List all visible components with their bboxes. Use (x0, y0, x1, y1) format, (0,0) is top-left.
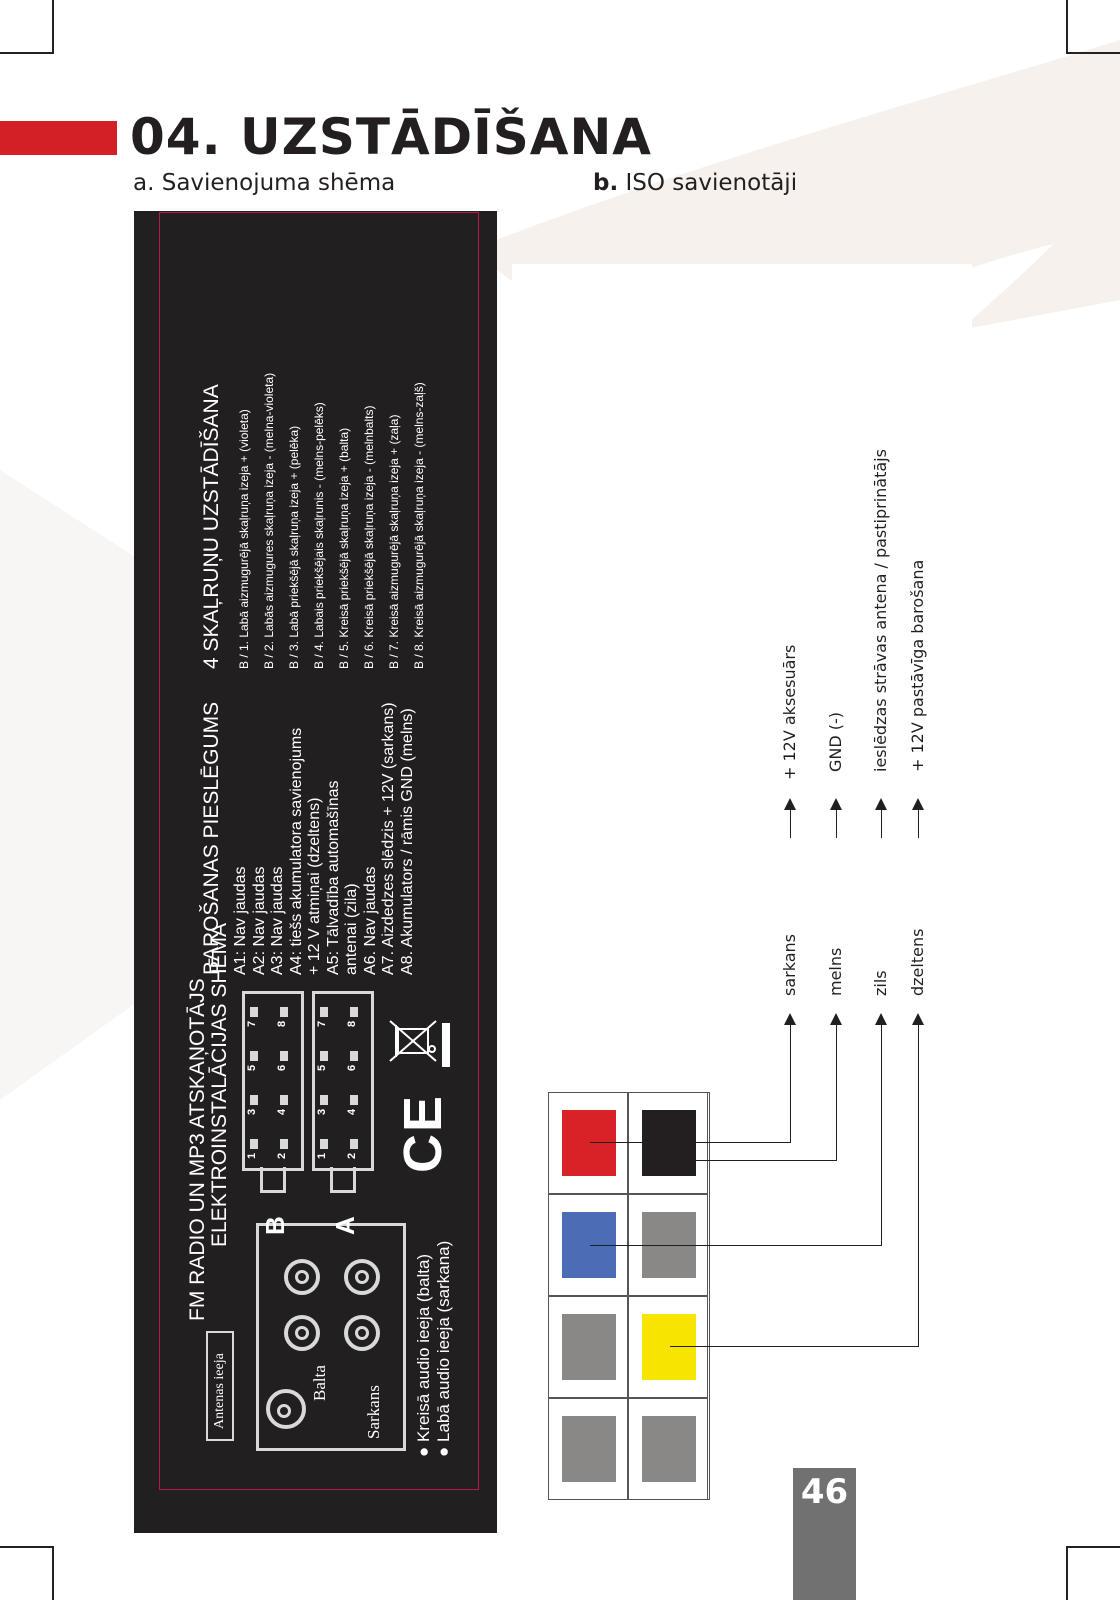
arrow-shaft (836, 808, 837, 838)
pin-label: 1 (246, 1152, 258, 1159)
ce-mark: CE (393, 1093, 453, 1173)
crop-mark (0, 1546, 54, 1548)
arrow-up-icon (830, 798, 842, 810)
rca-white-jack-icon (284, 1315, 320, 1351)
pin-label: 4 (346, 1108, 358, 1115)
power-item: antenai (zila) (343, 883, 360, 975)
pin-grey-swatch (562, 1314, 616, 1380)
wire-function-label: + 12V aksesuārs (780, 644, 799, 780)
section-b-text: ISO savienotāji (618, 170, 798, 196)
crop-mark (0, 52, 54, 54)
wheelie-bin-crossed-icon (386, 1017, 440, 1065)
speaker-list (232, 373, 432, 669)
pin-label: 7 (246, 1020, 258, 1027)
pin-contact (250, 1051, 258, 1061)
power-item: A4: tiešs akumulatora savienojums (287, 727, 305, 975)
pin-label: 8 (346, 1020, 358, 1027)
power-item: A2: Nav jaudas (250, 866, 268, 975)
power-item: A3: Nav jaudas (269, 866, 286, 975)
rca-red-jack-icon (344, 1259, 380, 1295)
arrow-up-icon (830, 1013, 842, 1025)
pin-contact (320, 1007, 328, 1017)
rca-white-label: Balta (310, 1365, 329, 1401)
speaker-item: B / 1. Labā aizmugurējā skaļruņa izeja + (violeta) (237, 409, 251, 669)
antenna-label: Antenas ieeja (212, 1353, 227, 1429)
arrow-up-icon (784, 1013, 796, 1025)
wire-yellow-vertical (918, 1025, 919, 1347)
pin-label: 2 (276, 1152, 288, 1159)
crop-mark (1066, 1546, 1120, 1548)
speaker-item: B / 7. Kreisā aizmugurējā skaļruņa izeja + (zaļa) (387, 414, 401, 669)
arrow-shaft (881, 808, 882, 838)
arrow-shaft (918, 808, 919, 838)
pin-contact (320, 1095, 328, 1105)
speaker-item: B / 6. Kreisā priekšējā skaļruņa izeja - (melnbalts) (362, 405, 376, 669)
audio-right-text: Labā audio ieeja (sarkana) (434, 1240, 453, 1442)
page-number: 46 (800, 1472, 849, 1512)
pin-contact (250, 1139, 258, 1149)
pin-label: 5 (246, 1064, 258, 1071)
power-item: A1: Nav jaudas (232, 866, 249, 975)
speaker-item: B / 4. Labais priekšējais skaļrunis - (melns-pelēks) (312, 402, 326, 669)
pin-grey-swatch (642, 1416, 696, 1482)
pin-contact (280, 1139, 288, 1149)
pin-label: 6 (276, 1064, 288, 1071)
pin-contact (350, 1051, 358, 1061)
arrow-up-icon (875, 1013, 887, 1025)
pin-label: 6 (346, 1064, 358, 1071)
wire-function-label: + 12V pastāvīga barošana (908, 559, 927, 772)
wiring-diagram-rotated (160, 211, 480, 1491)
connector-b-label: B (260, 1216, 290, 1235)
arrow-up-icon (784, 798, 796, 810)
section-a-heading: a. Savienojuma shēma (133, 170, 396, 196)
rca-white-jack-icon (284, 1259, 320, 1295)
speaker-item: B / 5. Kreisā priekšējā skaļruņa izeja + (balta) (337, 427, 351, 669)
rca-red-label: Sarkans (364, 1385, 383, 1439)
pin-contact (280, 1007, 288, 1017)
speaker-item: B / 2. Labās aizmugures skaļruņa izeja - (melna-violeta) (262, 372, 276, 669)
page-title: 04. UZSTĀDĪŠANA (130, 108, 653, 166)
pin-red-swatch (562, 1110, 616, 1176)
arrow-up-icon (875, 798, 887, 810)
speaker-item: B / 8. Kreisā aizmugurējā skaļruņa izeja - (melns-zaļš) (412, 382, 426, 669)
pin-label: 2 (346, 1152, 358, 1159)
pin-grey-swatch (562, 1416, 616, 1482)
title-accent-bar (0, 121, 117, 155)
crop-mark (1066, 52, 1120, 54)
antenna-jack-icon (266, 1389, 306, 1429)
crop-mark (1066, 1546, 1068, 1600)
power-item: A8. Akumulators / rāmis GND (melns) (398, 708, 416, 975)
pin-contact (280, 1095, 288, 1105)
connector-a-tab (330, 1167, 356, 1193)
device-title: FM RADIO UN MP3 ATSKAŅOTĀJS (186, 978, 209, 1321)
pin-label: 4 (276, 1108, 288, 1115)
power-item: A6. Nav jaudas (361, 866, 379, 975)
wire-color-label: melns (826, 947, 845, 996)
pin-label: 5 (316, 1064, 328, 1071)
wire-color-label: dzeltens (908, 928, 927, 996)
pin-contact (250, 1095, 258, 1105)
crop-mark (1066, 0, 1068, 52)
pin-label: 8 (276, 1020, 288, 1027)
audio-left-text: Kreisā audio ieeja (balta) (414, 1253, 433, 1442)
bin-underline-bar (442, 1023, 450, 1067)
pin-yellow-swatch (642, 1314, 696, 1380)
arrow-shaft (790, 808, 791, 838)
wire-color-label: sarkans (780, 934, 799, 996)
wire-function-label: GND (-) (826, 711, 845, 772)
crop-mark (52, 0, 54, 52)
connector-a-label: A (330, 1216, 360, 1235)
wire-blue (590, 1245, 882, 1246)
device-subtitle: ELEKTROINSTALĀCIJAS SHĒMA (208, 922, 231, 1247)
wire-color-label: zils (871, 970, 890, 996)
pin-label: 7 (316, 1020, 328, 1027)
speaker-item: B / 3. Labā priekšējā skaļruņa izeja + (pelēka) (287, 425, 301, 669)
power-item: A5: Tālvadība automašīnas (324, 780, 342, 975)
pin-contact (350, 1095, 358, 1105)
wire-blue-vertical (881, 1025, 882, 1246)
pin-label: 3 (246, 1108, 258, 1115)
pin-contact (350, 1007, 358, 1017)
power-heading: BAROŠANAS PIESLĒGUMS (200, 701, 223, 975)
pin-contact (250, 1007, 258, 1017)
pin-contact (320, 1139, 328, 1149)
power-item: + 12 V atmiņai (dzeltens) (306, 797, 323, 975)
wire-yellow (670, 1346, 919, 1347)
section-b-letter: b. (593, 170, 619, 196)
section-b-heading (593, 170, 797, 196)
wire-red-vertical (790, 1025, 791, 1143)
pin-black-swatch (642, 1110, 696, 1176)
pin-contact (350, 1139, 358, 1149)
wire-black (695, 1160, 837, 1161)
connector-b-tab (260, 1167, 286, 1193)
rca-red-jack-icon (344, 1315, 380, 1351)
arrow-up-icon (912, 1013, 924, 1025)
audio-left-legend: ● Kreisā audio ieeja (balta) (414, 1253, 433, 1457)
pin-label: 3 (316, 1108, 328, 1115)
wire-red (590, 1142, 791, 1143)
power-list (232, 702, 417, 975)
speaker-heading: 4 SKAĻRUŅU UZSTĀDĪŠANA (200, 384, 223, 669)
pin-contact (280, 1051, 288, 1061)
pin-contact (320, 1051, 328, 1061)
wire-function-label: ieslēdzas strāvas antena / pastiprinātājs (871, 449, 890, 772)
crop-mark (52, 1546, 54, 1600)
audio-right-legend: ● Labā audio ieeja (sarkana) (434, 1240, 453, 1457)
arrow-up-icon (912, 798, 924, 810)
wire-black-vertical (836, 1025, 837, 1161)
power-item: A7. Aizdedzes slēdzis + 12V (sarkans) (380, 702, 397, 975)
pin-label: 1 (316, 1152, 328, 1159)
